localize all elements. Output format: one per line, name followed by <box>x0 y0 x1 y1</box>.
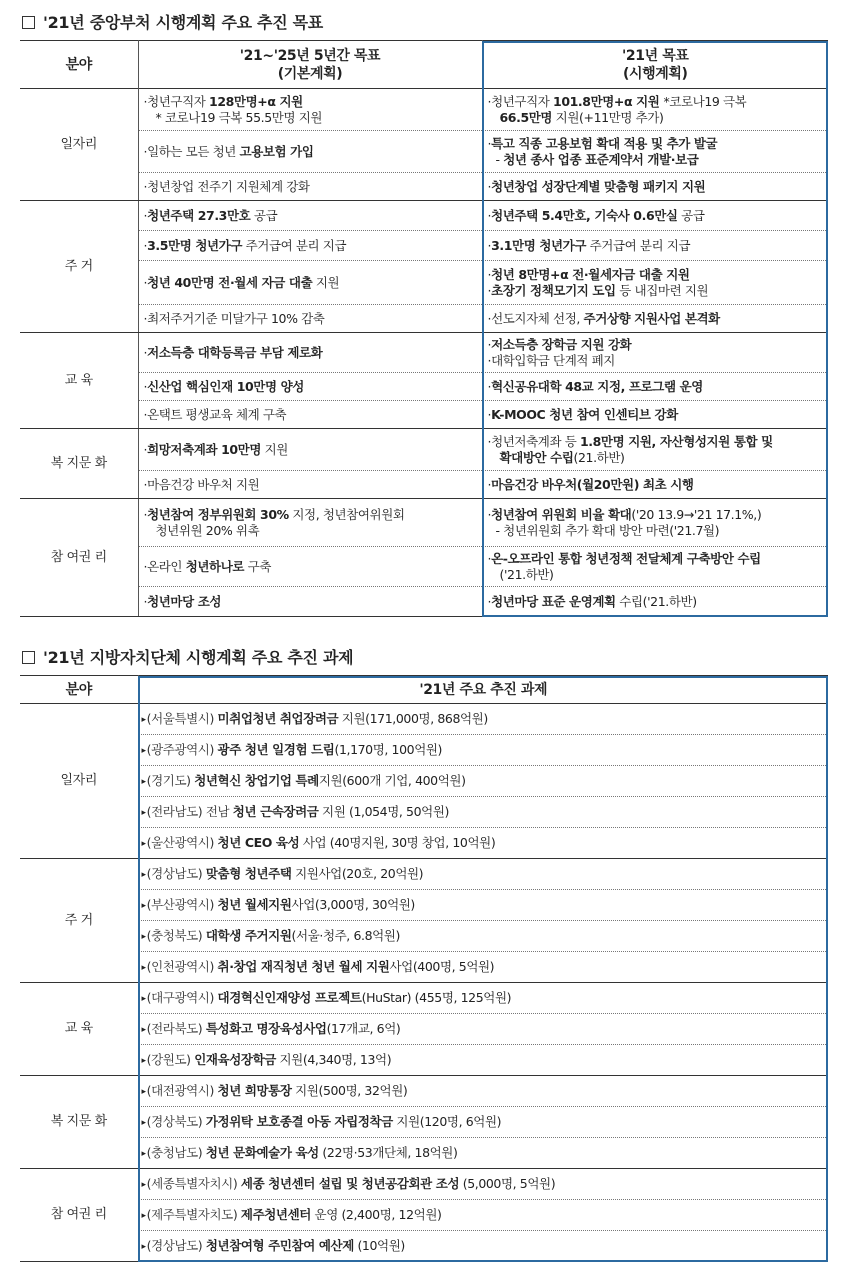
five-year-goal-cell <box>138 201 482 231</box>
goal-line: ·온라인 청년하나로 구축 <box>143 558 272 574</box>
goal-line: ·청년 40만명 전·월세 자금 대출 지원 <box>143 274 340 290</box>
task-cell: ▸(경상남도) 맞춤형 청년주택 지원사업(20호, 20억원) <box>138 859 828 890</box>
header-2021-goal: '21년 목표 (시행계획) <box>482 41 828 89</box>
task-cell: ▸(대구광역시) 대경혁신인재양성 프로젝트(HuStar) (455명, 125억원) <box>138 983 828 1014</box>
goal-line: * 코로나19 극복 55.5만명 지원 <box>155 109 323 125</box>
goal-line: ·K-MOOC 청년 참여 인센티브 강화 <box>487 406 678 422</box>
triangle-bullet-icon: ▸ <box>141 1241 146 1252</box>
triangle-bullet-icon: ▸ <box>141 869 146 880</box>
five-year-goal-cell <box>138 89 482 131</box>
triangle-bullet-icon: ▸ <box>141 900 146 911</box>
task-cell: ▸(울산광역시) 청년 CEO 육성 사업 (40명지원, 30명 창업, 10억원) <box>138 828 828 859</box>
goal-line: ·저소득층 대학등록금 부담 제로화 <box>143 344 323 360</box>
goal-line: - 청년위원회 추가 확대 방안 마련('21.7월) <box>495 522 720 538</box>
task-cell: ▸(세종특별자치시) 세종 청년센터 설립 및 청년공감회관 조성 (5,000명, 5억원) <box>138 1169 828 1200</box>
annual-goal-cell <box>482 305 828 333</box>
table-row <box>20 1138 828 1169</box>
table-row <box>20 983 828 1014</box>
goal-line: ·청년구직자 128만명+α 지원 <box>143 93 303 109</box>
task-cell: ▸(강원도) 인재육성장학금 지원(4,340명, 13억) <box>138 1045 828 1076</box>
category-cell: 교 육 <box>20 333 138 429</box>
triangle-bullet-icon: ▸ <box>141 1117 146 1128</box>
goal-line: ·대학입학금 단계적 폐지 <box>487 352 615 368</box>
section2-title: '21년 지방자치단체 시행계획 주요 추진 과제 <box>22 645 353 668</box>
five-year-goal-cell <box>138 401 482 429</box>
five-year-goal-cell <box>138 131 482 173</box>
triangle-bullet-icon: ▸ <box>141 1055 146 1066</box>
five-year-goal-cell <box>138 373 482 401</box>
goal-line: ·청년참여 정부위원회 30% 지정, 청년참여위원회 <box>143 506 405 522</box>
table-row <box>20 429 828 471</box>
table-row <box>20 890 828 921</box>
task-cell: ▸(부산광역시) 청년 월세지원사업(3,000명, 30억원) <box>138 890 828 921</box>
local-tasks-table <box>20 675 828 1262</box>
five-year-goal-cell <box>138 471 482 499</box>
annual-goal-cell <box>482 499 828 547</box>
goal-line: ·신산업 핵심인재 10만명 양성 <box>143 378 304 394</box>
category-cell: 주 거 <box>20 859 138 983</box>
goal-line: ·청년주택 5.4만호, 기숙사 0.6만실 공급 <box>487 207 705 223</box>
table-row <box>20 1014 828 1045</box>
table-row <box>20 1076 828 1107</box>
header-category: 분야 <box>20 676 138 704</box>
table-row <box>20 173 828 201</box>
task-cell: ▸(전라남도) 전남 청년 근속장려금 지원 (1,054명, 50억원) <box>138 797 828 828</box>
category-cell: 교 육 <box>20 983 138 1076</box>
annual-goal-cell <box>482 333 828 373</box>
task-cell: ▸(전라북도) 특성화고 명장육성사업(17개교, 6억) <box>138 1014 828 1045</box>
category-cell: 일자리 <box>20 89 138 201</box>
triangle-bullet-icon: ▸ <box>141 962 146 973</box>
table-row <box>20 587 828 617</box>
annual-goal-cell <box>482 131 828 173</box>
header-5year-goal: '21~'25년 5년간 목표 (기본계획) <box>138 41 482 89</box>
annual-goal-cell <box>482 373 828 401</box>
task-cell: ▸(경기도) 청년혁신 창업기업 특례지원(600개 기업, 400억원) <box>138 766 828 797</box>
annual-goal-cell <box>482 471 828 499</box>
table-row <box>20 333 828 373</box>
five-year-goal-cell <box>138 261 482 305</box>
task-cell: ▸(충청북도) 대학생 주거지원(서울·청주, 6.8억원) <box>138 921 828 952</box>
goal-line: ·청년참여 위원회 비율 확대('20 13.9→'21 17.1%,) <box>487 506 762 522</box>
table-row <box>20 89 828 131</box>
category-cell: 주 거 <box>20 201 138 333</box>
task-cell: ▸(인천광역시) 취·창업 재직청년 청년 월세 지원사업(400명, 5억원) <box>138 952 828 983</box>
annual-goal-cell <box>482 401 828 429</box>
checkbox-square-icon <box>22 651 35 664</box>
annual-goal-cell <box>482 587 828 617</box>
goal-line: ·청년마당 조성 <box>143 593 222 609</box>
five-year-goal-cell <box>138 499 482 547</box>
table-row <box>20 1169 828 1200</box>
task-cell: ▸(서울특별시) 미취업청년 취업장려금 지원(171,000명, 868억원) <box>138 704 828 735</box>
annual-goal-cell <box>482 547 828 587</box>
goal-line: ·온-오프라인 통합 청년정책 전달체계 구축방안 수립 <box>487 550 761 566</box>
annual-goal-cell <box>482 173 828 201</box>
triangle-bullet-icon: ▸ <box>141 1148 146 1159</box>
triangle-bullet-icon: ▸ <box>141 745 146 756</box>
five-year-goal-cell <box>138 305 482 333</box>
triangle-bullet-icon: ▸ <box>141 838 146 849</box>
table-row <box>20 828 828 859</box>
table-row <box>20 1200 828 1231</box>
table-row <box>20 471 828 499</box>
task-cell: ▸(제주특별자치도) 제주청년센터 운영 (2,400명, 12억원) <box>138 1200 828 1231</box>
goal-line: ·마음건강 바우처 지원 <box>143 476 260 492</box>
goal-line: ·선도지자체 선정, 주거상향 지원사업 본격화 <box>487 310 720 326</box>
table-row <box>20 131 828 173</box>
category-cell: 일자리 <box>20 704 138 859</box>
category-cell: 참 여권 리 <box>20 1169 138 1262</box>
five-year-goal-cell <box>138 547 482 587</box>
triangle-bullet-icon: ▸ <box>141 807 146 818</box>
task-cell: ▸(충청남도) 청년 문화예술가 육성 (22명·53개단체, 18억원) <box>138 1138 828 1169</box>
goal-line: ·청년저축계좌 등 1.8만명 지원, 자산형성지원 통합 및 <box>487 433 773 449</box>
goal-line: - 청년 종사 업종 표준계약서 개발·보급 <box>495 151 699 167</box>
table-row <box>20 704 828 735</box>
table-row <box>20 859 828 890</box>
table-row <box>20 1045 828 1076</box>
annual-goal-cell <box>482 261 828 305</box>
table-row <box>20 231 828 261</box>
triangle-bullet-icon: ▸ <box>141 1024 146 1035</box>
table-row <box>20 261 828 305</box>
task-cell: ▸(광주광역시) 광주 청년 일경험 드림(1,170명, 100억원) <box>138 735 828 766</box>
annual-goal-cell <box>482 201 828 231</box>
goal-line: ·청년창업 전주기 지원체계 강화 <box>143 178 310 194</box>
triangle-bullet-icon: ▸ <box>141 776 146 787</box>
goal-line: ·청년주택 27.3만호 공급 <box>143 207 278 223</box>
goal-line: 66.5만명 지원(+11만명 추가) <box>499 109 664 125</box>
table-row <box>20 401 828 429</box>
goal-line: ·마음건강 바우처(월20만원) 최초 시행 <box>487 476 694 492</box>
table-row <box>20 766 828 797</box>
triangle-bullet-icon: ▸ <box>141 714 146 725</box>
annual-goal-cell <box>482 429 828 471</box>
central-goals-table <box>20 40 828 617</box>
goal-line: ·초장기 정책모기지 도입 등 내집마련 지원 <box>487 282 709 298</box>
task-cell: ▸(대전광역시) 청년 희망통장 지원(500명, 32억원) <box>138 1076 828 1107</box>
goal-line: ('21.하반) <box>499 566 554 582</box>
triangle-bullet-icon: ▸ <box>141 993 146 1004</box>
five-year-goal-cell <box>138 429 482 471</box>
category-cell: 참 여권 리 <box>20 499 138 617</box>
checkbox-square-icon <box>22 16 35 29</box>
header-2021-tasks: '21년 주요 추진 과제 <box>138 676 828 704</box>
annual-goal-cell <box>482 89 828 131</box>
goal-line: 확대방안 수립(21.하반) <box>499 449 625 465</box>
table-row <box>20 735 828 766</box>
goal-line: ·특고 직종 고용보험 확대 적용 및 추가 발굴 <box>487 135 718 151</box>
goal-line: ·3.5만명 청년가구 주거급여 분리 지급 <box>143 237 347 253</box>
table-row <box>20 797 828 828</box>
goal-line: ·일하는 모든 청년 고용보험 가입 <box>143 143 314 159</box>
table-row <box>20 1231 828 1262</box>
goal-line: ·온택트 평생교육 체계 구축 <box>143 406 287 422</box>
goal-line: ·최저주거기준 미달가구 10% 감축 <box>143 310 325 326</box>
five-year-goal-cell <box>138 173 482 201</box>
goal-line: ·청년창업 성장단계별 맞춤형 패키지 지원 <box>487 178 706 194</box>
goal-line: ·청년 8만명+α 전·월세자금 대출 지원 <box>487 266 690 282</box>
category-cell: 복 지문 화 <box>20 429 138 499</box>
table-row <box>20 201 828 231</box>
five-year-goal-cell <box>138 333 482 373</box>
annual-goal-cell <box>482 231 828 261</box>
triangle-bullet-icon: ▸ <box>141 931 146 942</box>
goal-line: 청년위원 20% 위촉 <box>155 522 260 538</box>
table-row <box>20 373 828 401</box>
table-row <box>20 1107 828 1138</box>
goal-line: ·3.1만명 청년가구 주거급여 분리 지급 <box>487 237 691 253</box>
task-cell: ▸(경상북도) 가정위탁 보호종결 아동 자립정착금 지원(120명, 6억원) <box>138 1107 828 1138</box>
table-row <box>20 952 828 983</box>
goal-line: ·희망저축계좌 10만명 지원 <box>143 441 288 457</box>
task-cell: ▸(경상남도) 청년참여형 주민참여 예산제 (10억원) <box>138 1231 828 1262</box>
triangle-bullet-icon: ▸ <box>141 1210 146 1221</box>
header-category: 분야 <box>20 41 138 89</box>
category-cell: 복 지문 화 <box>20 1076 138 1169</box>
five-year-goal-cell <box>138 231 482 261</box>
table-row <box>20 921 828 952</box>
five-year-goal-cell <box>138 587 482 617</box>
table-row <box>20 547 828 587</box>
goal-line: ·청년마당 표준 운영계획 수립('21.하반) <box>487 593 697 609</box>
goal-line: ·저소득층 장학금 지원 강화 <box>487 336 632 352</box>
triangle-bullet-icon: ▸ <box>141 1179 146 1190</box>
table-row <box>20 305 828 333</box>
goal-line: ·혁신공유대학 48교 지정, 프로그램 운영 <box>487 378 703 394</box>
triangle-bullet-icon: ▸ <box>141 1086 146 1097</box>
goal-line: ·청년구직자 101.8만명+α 지원 *코로나19 극복 <box>487 93 747 109</box>
table-row <box>20 499 828 547</box>
section1-title: '21년 중앙부처 시행계획 주요 추진 목표 <box>22 10 323 33</box>
